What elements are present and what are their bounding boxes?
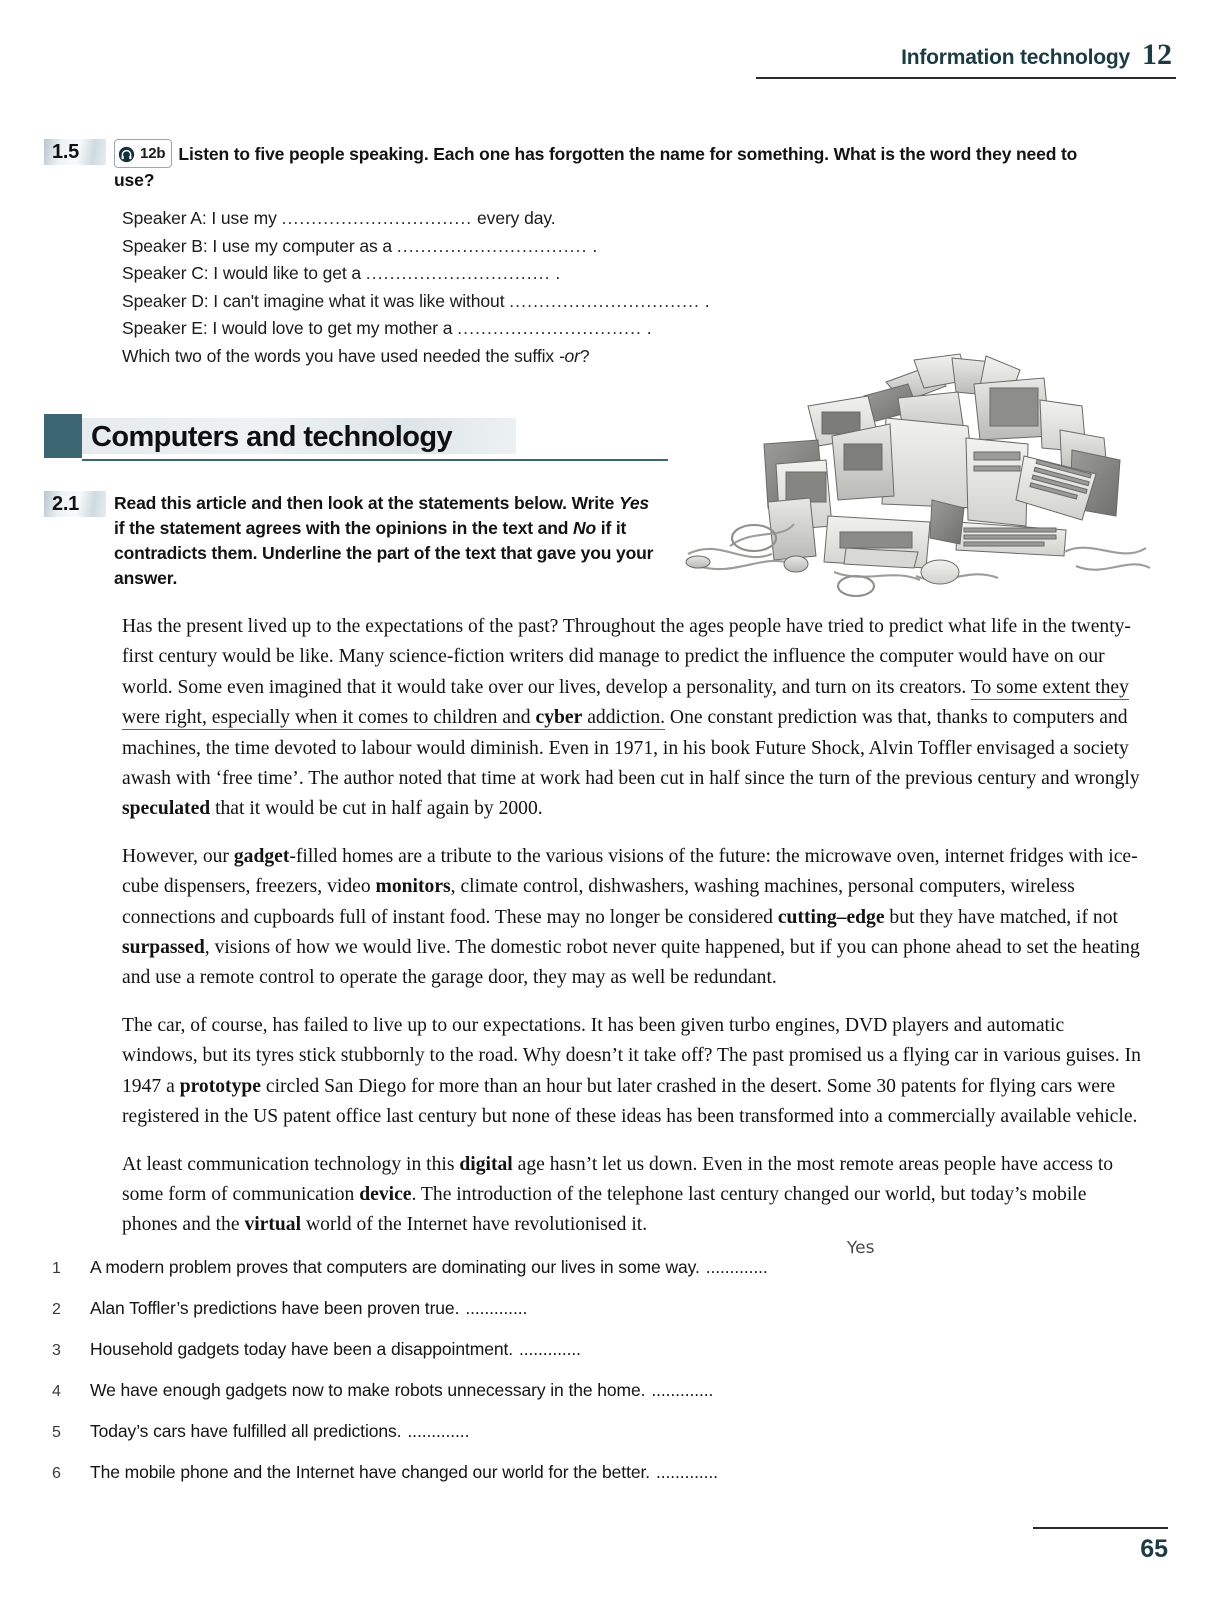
speaker-d-gap[interactable]: ................................: [509, 290, 701, 311]
followup-suffix: -or: [558, 345, 580, 366]
statement-answer-gap-1[interactable]: .............: [705, 1257, 768, 1277]
audio-track-badge[interactable]: [114, 139, 172, 168]
statement-text-3: Household gadgets today have been a disappointment.: [90, 1339, 513, 1359]
statement-answer-gap-2[interactable]: .............: [465, 1298, 528, 1318]
footer-rule: [1033, 1527, 1168, 1529]
exercise-number-1-5: 1.5: [44, 139, 106, 165]
para4-keyword-digital: digital: [459, 1153, 513, 1175]
speaker-line-d: [122, 288, 942, 316]
para1-seg2: One constant prediction was that, thanks to computers and machines, the time devoted to labour would diminish. Even in 1971, in his book Future Shock, Alvin Toffler envisaged a society awash with ‘free time’. The author noted that time at work had been cut in half since the turn of the previous century and wrongly: [122, 707, 1140, 790]
section-heading-computers-and-technology: [44, 414, 674, 462]
speaker-e-gap[interactable]: ...............................: [457, 318, 643, 338]
header-rule: [756, 77, 1176, 79]
speaker-e-label: Speaker E:: [122, 318, 208, 338]
para4-seg2: age hasn’t let us down. Even in the most remote areas people have access to some form of communication: [122, 1153, 1114, 1205]
exercise-2-1-part2: if the statement agrees with the opinions in the text and: [114, 518, 573, 538]
statement-answer-gap-3[interactable]: .............: [519, 1339, 581, 1359]
exercise-2-1-part1: Read this article and then look at the statements below. Write: [114, 493, 619, 513]
speaker-line-c: [122, 260, 942, 288]
article-paragraph-4: [122, 1150, 1144, 1241]
para1-seg1: Has the present lived up to the expectations of the past? Throughout the ages people have tried to predict what life in the twenty-first century would be like. Many science-fiction writers did manage to predict the influence the computer would have on our world. Some even imagined that it would take over our lives, develop a personality, and turn on its creators.: [122, 616, 1131, 698]
headphones-icon: [118, 145, 135, 162]
para2-seg4: but they have matched, if not: [884, 906, 1118, 928]
exercise-1-5-prompt: [114, 139, 1114, 193]
para3-seg2: circled San Diego for more than an hour but later crashed in the desert. Some 30 patents for flying cars were registered in the US patent office last century but none of these ideas has been transformed into a commercially available vehicle.: [122, 1075, 1138, 1128]
speaker-line-b: [122, 233, 942, 261]
statements-list: [52, 1237, 1132, 1501]
speaker-c-gap[interactable]: ...............................: [365, 263, 551, 283]
page-footer: [1033, 1527, 1168, 1564]
para2-seg5: , visions of how we would live. The domestic robot never quite happened, but if you can phone ahead to set the heating and use a remote control to operate the garage door, they may as well be redundant.: [122, 937, 1140, 989]
exercise-number-2-1: 2.1: [44, 491, 106, 517]
speaker-e-before: I would love to get my mother a: [207, 318, 458, 338]
statement-text-5: Today’s cars have fulfilled all predictions.: [90, 1421, 402, 1441]
speaker-a-label: Speaker A:: [122, 208, 207, 228]
statement-number-4: 4: [52, 1383, 61, 1400]
article-body: [122, 612, 1144, 1258]
followup-after: ?: [579, 345, 590, 366]
speaker-e-after: .: [642, 318, 652, 338]
statement-row-1: [52, 1237, 1132, 1279]
statement-text-2: Alan Toffler’s predictions have been proven true.: [90, 1298, 460, 1318]
speaker-c-after: .: [550, 263, 561, 283]
speaker-line-a: [122, 205, 942, 233]
handwritten-answer-1: Yes: [846, 1237, 875, 1259]
page-header: [756, 38, 1176, 79]
para4-keyword-virtual: virtual: [244, 1214, 302, 1236]
para2-seg2: -filled homes are a tribute to the various visions of the future: the microwave oven, internet fridges with ice-cube dispensers, freezers, video: [122, 845, 1138, 898]
header-unit-number: 12: [1142, 38, 1172, 71]
section-heading-underline: [82, 459, 674, 461]
audio-track-number: 12b: [140, 145, 166, 162]
statement-row-5: [52, 1419, 1132, 1443]
exercise-2-1: [44, 491, 684, 591]
exercise-2-1-no-word: No: [573, 518, 597, 538]
para2-keyword-monitors: monitors: [375, 876, 451, 898]
statement-row-2: [52, 1296, 1132, 1320]
page-number: 65: [1140, 1535, 1168, 1563]
followup-before: Which two of the words you have used needed the suffix: [122, 345, 559, 366]
statement-text-1: A modern problem proves that computers are dominating our lives in some way.: [90, 1257, 700, 1277]
speaker-b-before: I use my computer as a: [207, 235, 397, 256]
exercise-2-1-yes-word: Yes: [618, 493, 650, 513]
speaker-a-gap[interactable]: ................................: [281, 208, 473, 228]
exercise-2-1-prompt: [114, 491, 654, 591]
para1-keyword-speculated: speculated: [122, 798, 211, 820]
statement-text-6: The mobile phone and the Internet have changed our world for the better.: [90, 1462, 650, 1482]
statement-row-3: [52, 1337, 1132, 1361]
statement-number-1: 1: [52, 1260, 61, 1277]
exercise-2-1-part3: if it contradicts them. Underline the part of the text that gave you your answer.: [114, 518, 654, 588]
para1-keyword-cyber: cyber: [535, 707, 583, 729]
statement-number-5: 5: [52, 1424, 61, 1441]
statement-row-6: [52, 1460, 1132, 1484]
para4-seg3: . The introduction of the telephone last century changed our world, but today’s mobile phones and the: [122, 1183, 1087, 1236]
speaker-d-before: I can't imagine what it was like without: [208, 290, 510, 311]
speaker-line-e: [122, 315, 942, 343]
statement-answer-gap-6[interactable]: .............: [656, 1462, 718, 1482]
speaker-d-label: Speaker D:: [122, 290, 209, 311]
para1-seg3: that it would be cut in half again by 2000.: [210, 798, 543, 820]
speaker-a-after: every day.: [472, 208, 556, 228]
statement-row-4: [52, 1378, 1132, 1402]
section-heading-title: Computers and technology: [91, 421, 453, 453]
para2-keyword-gadget: gadget: [233, 845, 290, 867]
statement-text-4: We have enough gadgets now to make robots unnecessary in the home.: [90, 1380, 646, 1400]
para2-seg1: However, our: [122, 845, 234, 867]
speaker-d-after: .: [700, 290, 710, 311]
para2-keyword-cutting-edge: cutting–edge: [777, 906, 885, 928]
article-paragraph-1: [122, 612, 1144, 825]
para1-underlined-seg2: addiction.: [582, 707, 666, 729]
para3-keyword-prototype: prototype: [179, 1075, 261, 1097]
speaker-b-after: .: [587, 235, 598, 256]
statement-number-6: 6: [52, 1465, 61, 1482]
para2-keyword-surpassed: surpassed: [122, 937, 205, 959]
exercise-1-5: [44, 139, 1144, 193]
statement-number-2: 2: [52, 1301, 61, 1318]
para1-underlined-seg1: To some extent they were right, especially when it comes to children and: [122, 676, 1129, 729]
para3-seg1: The car, of course, has failed to live up to our expectations. It has been given turbo engines, DVD players and automatic windows, but its tyres stick stubbornly to the road. Why doesn’t it take off? The past promised us a flying car in various guises. In 1947 a: [122, 1014, 1141, 1097]
section-heading-block: [44, 414, 82, 458]
statement-answer-gap-4[interactable]: .............: [651, 1380, 714, 1400]
speaker-a-before: I use my: [206, 208, 282, 228]
speaker-c-label: Speaker C:: [122, 263, 209, 283]
statement-number-3: 3: [52, 1342, 61, 1359]
speaker-b-label: Speaker B:: [122, 235, 208, 256]
para2-seg3: , climate control, dishwashers, washing machines, personal computers, wireless connections and cupboards full of instant food. These may no longer be considered: [122, 876, 1075, 928]
para4-keyword-device: device: [359, 1183, 412, 1205]
speaker-c-before: I would like to get a: [208, 263, 366, 283]
para4-seg4: world of the Internet have revolutionised it.: [301, 1214, 648, 1236]
header-unit-title: Information technology: [901, 46, 1130, 69]
para4-seg1: At least communication technology in this: [122, 1153, 460, 1175]
speaker-b-gap[interactable]: ................................: [396, 235, 588, 256]
exercise-1-5-prompt-text: Listen to five people speaking. Each one has forgotten the name for something. What is the word they need to use?: [114, 144, 1078, 190]
computer-scrap-heap-photo: [668, 340, 1160, 608]
article-paragraph-2: [122, 842, 1144, 994]
article-paragraph-3: [122, 1011, 1144, 1133]
statement-answer-gap-5[interactable]: .............: [407, 1421, 470, 1441]
